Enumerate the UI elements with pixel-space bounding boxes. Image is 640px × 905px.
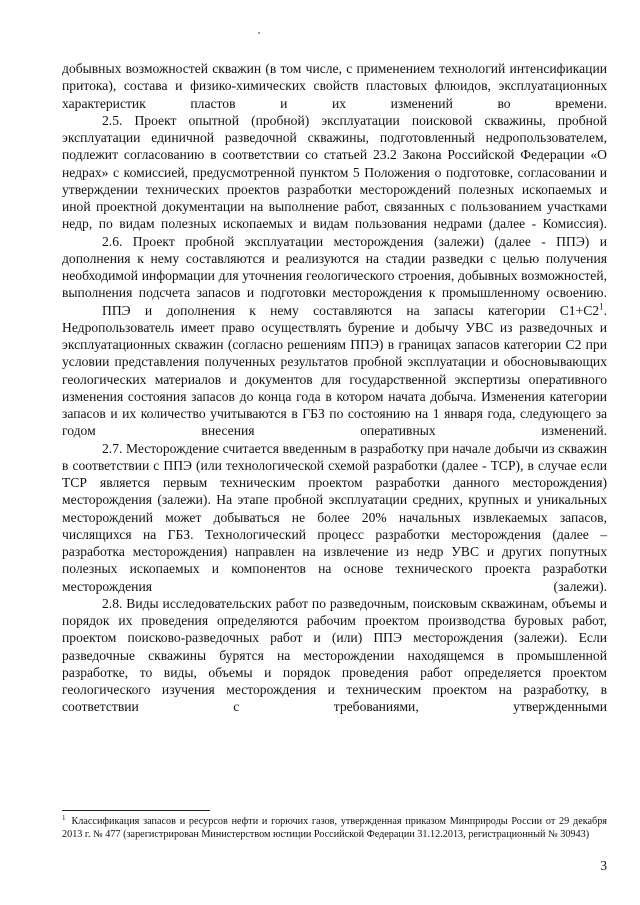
paragraph-ppe-text-before: ППЭ и дополнения к нему составляются на запасы категории С1+С2 xyxy=(102,302,600,318)
paragraph-continuation: добывных возможностей скважин (в том числе, с применением технологий интенсификации притока), состава и физико-химических свойств пластовых флюидов, эксплуатационных характеристик пластов и их изменений во времени. xyxy=(62,61,607,111)
paragraph-2-8: 2.8. Виды исследовательских работ по разведочным, поисковым скважинам, объемы и порядок их проведения определяются рабочим проектом производства буровых работ, проектом поисково-разведочных работ и (или) ППЭ месторождения (залежи). Если разведочные скважины бурятся на месторождении находящемся в промышленной разработке, то виды, объемы и порядок проведения работ определяется проектом геологического изучения месторождения и техническим проектом на разработку, в соответствии с требованиями, утвержденными xyxy=(62,595,607,715)
paragraph-2-6: 2.6. Проект пробной эксплуатации месторождения (залежи) (далее - ППЭ) и дополнения к нему составляются и реализуются на стадии разведки с целью получения необходимой информации для уточнения геологического строения, добывных возможностей, выполнения подсчета запасов и подготовки месторождения к промышленному освоению. xyxy=(62,233,607,301)
paragraph-ppe-categories xyxy=(62,302,607,440)
body-text xyxy=(62,60,607,716)
footnote-separator xyxy=(62,810,210,811)
scan-speck xyxy=(258,32,260,34)
paragraph-2-7: 2.7. Месторождение считается введенным в разработку при начале добычи из скважин в соответствии с ППЭ (или технологической схемой разработки (далее - ТСР), в случае если ТСР является первым техническим проектом разработки данного месторождения) месторождения (залежи). На этапе пробной эксплуатации средних, крупных и уникальных месторождений может добываться не более 20% начальных извлекаемых запасов, числящихся на ГБЗ. Технологический процесс разработки месторождения (далее – разработка месторождения) направлен на извлечение из недр УВС и других попутных полезных ископаемых и компонентов на основе технического проекта разработки месторождения (залежи). xyxy=(62,440,607,594)
page-number: 3 xyxy=(600,858,607,873)
footnote-reference: 1 xyxy=(599,300,604,311)
paragraph-ppe-text-after: . Недропользователь имеет право осуществлять бурение и добычу УВС из разведочных и эксплуатационных скважин (согласно решениям ППЭ) в границах запасов категории С2 при условии представления полученных результатов пробной эксплуатации и обосновывающих геологических материалов и документов для государственной экспертизы оперативного изменения состояния запасов до конца года в котором начата добыча. Изменения категории запасов и их количество учитываются в ГБЗ по состоянию на 1 января года, следующего за годом внесения оперативных изменений. xyxy=(62,302,607,439)
footnote-text: Классификация запасов и ресурсов нефти и горючих газов, утвержденная приказом Минприроды России от 29 декабря 2013 г. № 477 (зарегистрирован Министерством юстиции Российской Федерации 31.12.2013, регистрационный № 30943) xyxy=(62,816,607,840)
footnote xyxy=(62,815,607,841)
paragraph-2-5: 2.5. Проект опытной (пробной) эксплуатации поисковой скважины, пробной эксплуатации единичной разведочной скважины, подготовленный недропользователем, подлежит согласованию в соответствии со статьей 23.2 Закона Российской Федерации «О недрах» с комиссией, предусмотренной пунктом 5 Положения о подготовке, согласовании и утверждении технических проектов разработки месторождений полезных ископаемых и иной проектной документации на выполнение работ, связанных с пользованием участками недр, по видам полезных ископаемых и видам пользования недрами (далее - Комиссия). xyxy=(62,112,607,232)
footnote-mark: 1 xyxy=(62,813,66,822)
